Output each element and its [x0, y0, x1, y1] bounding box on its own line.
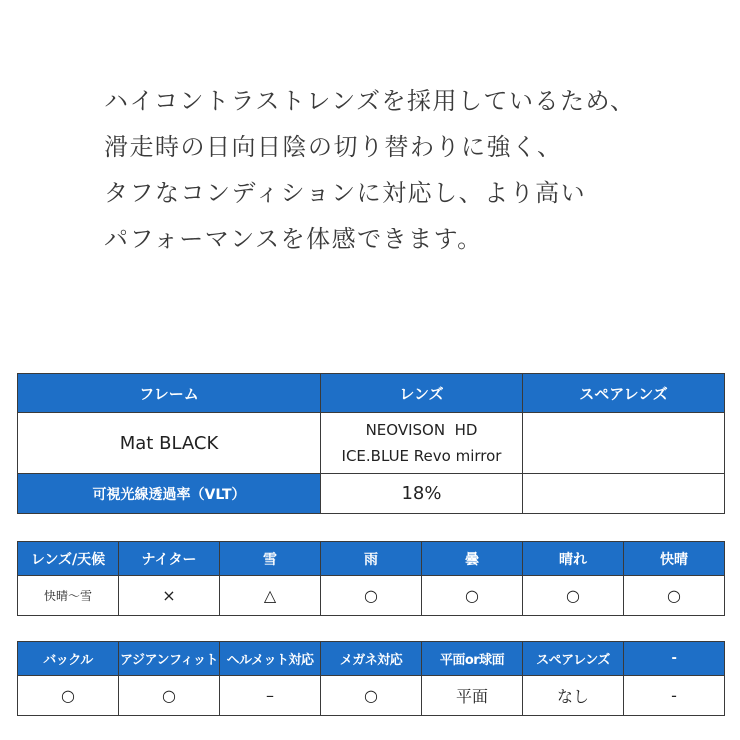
header-spare-lens: スペアレンズ	[523, 374, 725, 413]
spare-lens-value-2: なし	[523, 676, 624, 716]
header-spare-lens-2: スペアレンズ	[523, 642, 624, 676]
vlt-extra	[523, 474, 725, 514]
intro-line-4: パフォーマンスを体感できます。	[104, 225, 483, 253]
buckle-value: ○	[18, 676, 119, 716]
header-frame: フレーム	[18, 374, 321, 413]
spare-lens-value	[523, 413, 725, 474]
glasses-value: ○	[321, 676, 422, 716]
night-rating: ×	[119, 576, 220, 616]
snow-rating: △	[220, 576, 321, 616]
spec-table	[17, 373, 725, 514]
lens-value-line1: NEOVISON HD	[365, 421, 478, 439]
weather-table	[17, 541, 725, 616]
header-rain: 雨	[321, 542, 422, 576]
dash-value: -	[624, 676, 725, 716]
header-lens-weather: レンズ/天候	[18, 542, 119, 576]
weather-range: 快晴～雪	[18, 576, 119, 616]
asian-fit-value: ○	[119, 676, 220, 716]
intro-line-1: ハイコントラストレンズを採用しているため、	[104, 87, 636, 115]
header-lens: レンズ	[321, 374, 523, 413]
intro-line-3: タフなコンディションに対応し、より高い	[104, 179, 587, 207]
vlt-label: 可視光線透過率（VLT）	[18, 474, 321, 514]
header-glasses: メガネ対応	[321, 642, 422, 676]
feature-table	[17, 641, 725, 716]
lens-value-line2: ICE.BLUE Revo mirror	[341, 447, 502, 465]
clear-rating: ○	[624, 576, 725, 616]
header-helmet: ヘルメット対応	[220, 642, 321, 676]
helmet-value: –	[220, 676, 321, 716]
header-buckle: バックル	[18, 642, 119, 676]
header-clear: 快晴	[624, 542, 725, 576]
header-dash: -	[624, 642, 725, 676]
rain-rating: ○	[321, 576, 422, 616]
frame-value: Mat BLACK	[18, 413, 321, 474]
header-cloudy: 曇	[422, 542, 523, 576]
header-night: ナイター	[119, 542, 220, 576]
lens-shape-value: 平面	[422, 676, 523, 716]
intro-text	[104, 78, 724, 262]
intro-line-2: 滑走時の日向日陰の切り替わりに強く、	[104, 133, 563, 161]
header-snow: 雪	[220, 542, 321, 576]
header-sunny: 晴れ	[523, 542, 624, 576]
sunny-rating: ○	[523, 576, 624, 616]
header-lens-shape: 平面or球面	[422, 642, 523, 676]
vlt-value: 18%	[321, 474, 523, 514]
lens-value	[321, 413, 523, 474]
cloudy-rating: ○	[422, 576, 523, 616]
header-asian-fit: アジアンフィット	[119, 642, 220, 676]
